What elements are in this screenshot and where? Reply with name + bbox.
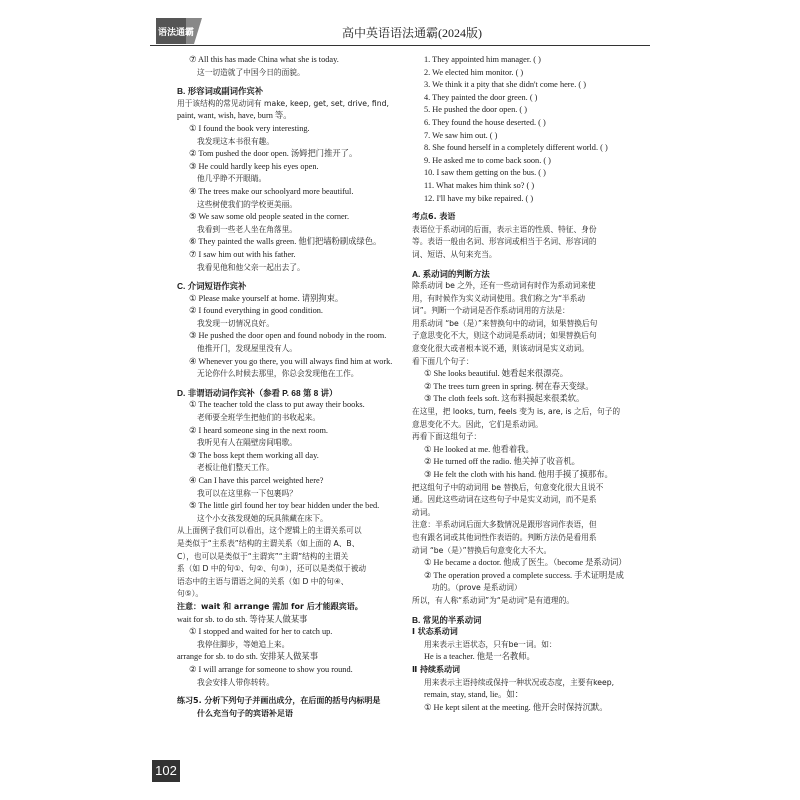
text-line: 用来表示主语状态，只有be一词。如： <box>424 639 557 649</box>
text-line: 注意：半系动词后面大多数情况是跟形容词作表语，但 <box>412 520 597 530</box>
text-line: 7. We saw him out. ( ) <box>424 130 498 140</box>
text-line: 再看下面这组句子： <box>412 432 482 442</box>
text-line: 我可以在这里称一下包裹吗？ <box>197 488 297 498</box>
text-line: ③ He could hardly keep his eyes open. <box>189 161 319 171</box>
text-line: 系（如 D 中的句①、句②、句③），还可以是类似于被动 <box>177 564 367 574</box>
text-line: ② I will arrange for someone to show you round. <box>189 664 353 674</box>
text-line: ⑦ All this has made China what she is today. <box>189 55 339 64</box>
text-line: ⑤ The little girl found her toy bear hidden under the bed. <box>189 501 380 511</box>
text-line: ② I found everything in good condition. <box>189 306 323 316</box>
svg-text:语法通霸: 语法通霸 <box>158 28 195 38</box>
text-line: ③ He pushed the door open and found nobody in the room. <box>189 331 387 341</box>
text-line: ① He became a doctor. 他成了医生。（become 是系动词） <box>424 558 627 568</box>
text-line: 用系动词 “be（是）”来替换句中的动词，如果替换后句 <box>412 318 598 328</box>
text-line: 考点6. 表语 <box>412 212 456 222</box>
text-line: 意变化很大或者根本说不通，则该动词是实义动词。 <box>412 344 589 354</box>
text-line: 等。表语一般由名词、形容词或相当于名词、形容词的 <box>412 237 597 247</box>
text-line: 注意：wait 和 arrange 需加 for 后才能跟宾语。 <box>177 601 363 611</box>
text-line: 2. We elected him monitor. ( ) <box>424 67 524 77</box>
text-line: 意思变化不大。因此，它们是系动词。 <box>412 419 543 429</box>
text-line: ⑥ They painted the walls green. 他们把墙粉刷成绿色。 <box>189 237 382 247</box>
text-line: 1. They appointed him manager. ( ) <box>424 55 541 64</box>
text-line: C. 介词短语作宾补 <box>177 281 247 292</box>
text-line: 4. They painted the door green. ( ) <box>424 92 538 102</box>
text-line: ③ The boss kept them working all day. <box>189 450 319 460</box>
text-line: 9. He asked me to come back soon. ( ) <box>424 155 551 165</box>
text-line: ② The trees turn green in spring. 树在春天变绿。 <box>424 381 594 391</box>
text-line: 5. He pushed the door open. ( ) <box>424 105 527 115</box>
text-line: 表语位于系动词的后面，表示主语的性质、特征、身份 <box>412 224 597 234</box>
text-line: ② He turned off the radio. 他关掉了收音机。 <box>424 457 580 467</box>
text-line: 也有跟名词或其他词性作表语的。判断方法仍是看用系 <box>412 532 597 542</box>
left-column <box>177 54 405 720</box>
text-line: 除系动词 be 之外，还有一些动词有时作为系动词来使 <box>412 281 596 291</box>
text-line: ③ The cloth feels soft. 这布料摸起来很柔软。 <box>424 394 585 404</box>
text-line: ④ Whenever you go there, you will always find him at work. <box>189 356 393 366</box>
text-line: 我听见有人在隔壁房间唱歌。 <box>197 438 297 448</box>
text-line: ② I heard someone sing in the next room. <box>189 425 329 435</box>
text-line: 我停住脚步，等她追上来。 <box>197 639 290 649</box>
text-line: 用，有时候作为实义动词使用。我们称之为“半系动 <box>412 293 586 303</box>
text-line: 6. They found the house deserted. ( ) <box>424 117 546 127</box>
text-line: 动词 “be（是）”替换后句意变化大不大。 <box>412 545 552 555</box>
text-line: ① He looked at me. 他看着我。 <box>424 444 534 454</box>
text-line: ⑦ I saw him out with his father. <box>189 249 296 259</box>
text-line: 通。因此这些动词在这些句子中是实义动词，而不是系 <box>412 495 597 505</box>
text-line: A. 系动词的判断方法 <box>412 268 490 279</box>
right-column <box>412 54 637 714</box>
text-line: 功的。（prove 是系动词） <box>432 583 522 593</box>
text-line: 语态中的主语与谓语之间的关系（如 D 中的句④、 <box>177 576 349 586</box>
text-line: ⑤ We saw some old people seated in the corner. <box>189 212 350 222</box>
text-line: 12. I'll have my bike repaired. ( ) <box>424 193 534 203</box>
text-line: 他推开门，发现屋里没有人。 <box>197 344 297 354</box>
text-line: arrange for sb. to do sth. 安排某人做某事 <box>177 652 319 662</box>
text-line: 8. She found herself in a completely different world. ( ) <box>424 143 608 153</box>
text-line: 用来表示主语持续或保持一种状况或态度，主要有keep, <box>424 677 615 687</box>
text-line: C），也可以是类似于“主谓宾”“主谓”结构的主谓关 <box>177 551 349 561</box>
text-line: wait for sb. to do sth. 等待某人做某事 <box>177 614 308 624</box>
text-line: 我会安排人带你转转。 <box>197 677 274 687</box>
text-line: B. 常见的半系动词 <box>412 614 482 625</box>
text-line: ④ Can I have this parcel weighted here? <box>189 476 324 485</box>
text-line: He is a teacher. 他是一名教师。 <box>424 652 535 662</box>
text-line: 我看到一些老人坐在角落里。 <box>197 224 297 234</box>
text-line: 从上面例子我们可以看出，这个逻辑上的主谓关系可以 <box>177 526 362 536</box>
text-line: remain, stay, stand, lie。如： <box>424 690 524 700</box>
text-line: ② Tom pushed the door open. 汤姆把门推开了。 <box>189 149 358 159</box>
header-title: 高中英语语法通霸(2024版) <box>342 26 482 40</box>
text-line: 词”。判断一个动词是否作系动词用的方法是： <box>412 306 570 316</box>
text-line: 在这里，把 looks, turn, feels 变为 is, are, is 之后，句子的 <box>412 407 621 417</box>
text-line: ③ He felt the cloth with his hand. 他用手摸了摸那布。 <box>424 470 613 479</box>
text-line: Ⅰ 状态系动词 <box>412 627 458 637</box>
text-line: 这一切造就了中国今日的面貌。 <box>197 67 305 77</box>
text-line: ① She looks beautiful. 她看起来很漂亮。 <box>424 369 569 379</box>
text-line: paint, want, wish, have, burn 等。 <box>177 111 292 121</box>
text-line: 用于该结构的常见动词有 make, keep, get, set, drive, find, <box>177 98 389 108</box>
text-line: 老板让他们整天工作。 <box>197 463 274 473</box>
text-line: 动词。 <box>412 507 436 517</box>
text-line: 3. We think it a pity that she didn't come here. ( ) <box>424 80 586 90</box>
text-line: 我发现一切情况良好。 <box>197 318 274 328</box>
text-line: ① Please make yourself at home. 请别拘束。 <box>189 293 344 303</box>
text-line: ④ The trees make our schoolyard more beautiful. <box>189 186 354 196</box>
text-line: 什么充当句子的宾语补足语 <box>197 708 293 718</box>
text-line: 11. What makes him think so? ( ) <box>424 180 535 190</box>
text-line: 看下面几个句子： <box>412 356 474 366</box>
text-line: ① The teacher told the class to put away their books. <box>189 400 365 410</box>
text-line: 练习5. 分析下列句子并画出成分，在后面的括号内标明是 <box>177 696 381 706</box>
text-line: 把这组句子中的动词用 be 替换后，句意变化很大且说不 <box>412 482 604 492</box>
text-line: 是类似于“主系表”结构的主谓关系（如上面的 A、B、 <box>177 538 360 548</box>
text-line: 我看见他和他父亲一起出去了。 <box>197 262 305 272</box>
text-line: ① He kept silent at the meeting. 他开会时保持沉默。 <box>424 702 608 712</box>
page-number: 102 <box>152 760 180 782</box>
text-line: 子意思变化不大，则这个动词是系动词；如果替换后句 <box>412 331 597 341</box>
text-line: ① I stopped and waited for her to catch up. <box>189 627 333 637</box>
text-line: D. 非谓语动词作宾补（参看 P. 68 第 8 讲） <box>177 387 338 398</box>
text-line: 他几乎睁不开眼睛。 <box>197 174 267 184</box>
text-line: ② The operation proved a complete success. 手术证明是成 <box>424 570 624 580</box>
text-line: 我发现这本书很有趣。 <box>197 136 274 146</box>
text-line: 所以，有人称“系动词”为“是动词”是有道理的。 <box>412 595 574 605</box>
text-line: 无论你什么时候去那里，你总会发现他在工作。 <box>197 369 359 379</box>
header-rule <box>150 45 650 46</box>
text-line: 这个小女孩发现她的玩具熊藏在床下。 <box>197 513 328 523</box>
text-line: 这些树使我们的学校更美丽。 <box>197 199 297 209</box>
text-line: B. 形容词或副词作宾补 <box>177 86 264 97</box>
logo-icon <box>150 16 212 46</box>
page-header <box>150 14 650 48</box>
text-line: 老师要全班学生把他们的书收起来。 <box>197 413 321 423</box>
text-line: ① I found the book very interesting. <box>189 123 310 133</box>
text-line: 词、短语、从句来充当。 <box>412 249 497 259</box>
text-line: Ⅱ 持续系动词 <box>412 664 461 674</box>
text-line: 句⑤）。 <box>177 589 204 599</box>
text-line: 10. I saw them getting on the bus. ( ) <box>424 168 546 178</box>
